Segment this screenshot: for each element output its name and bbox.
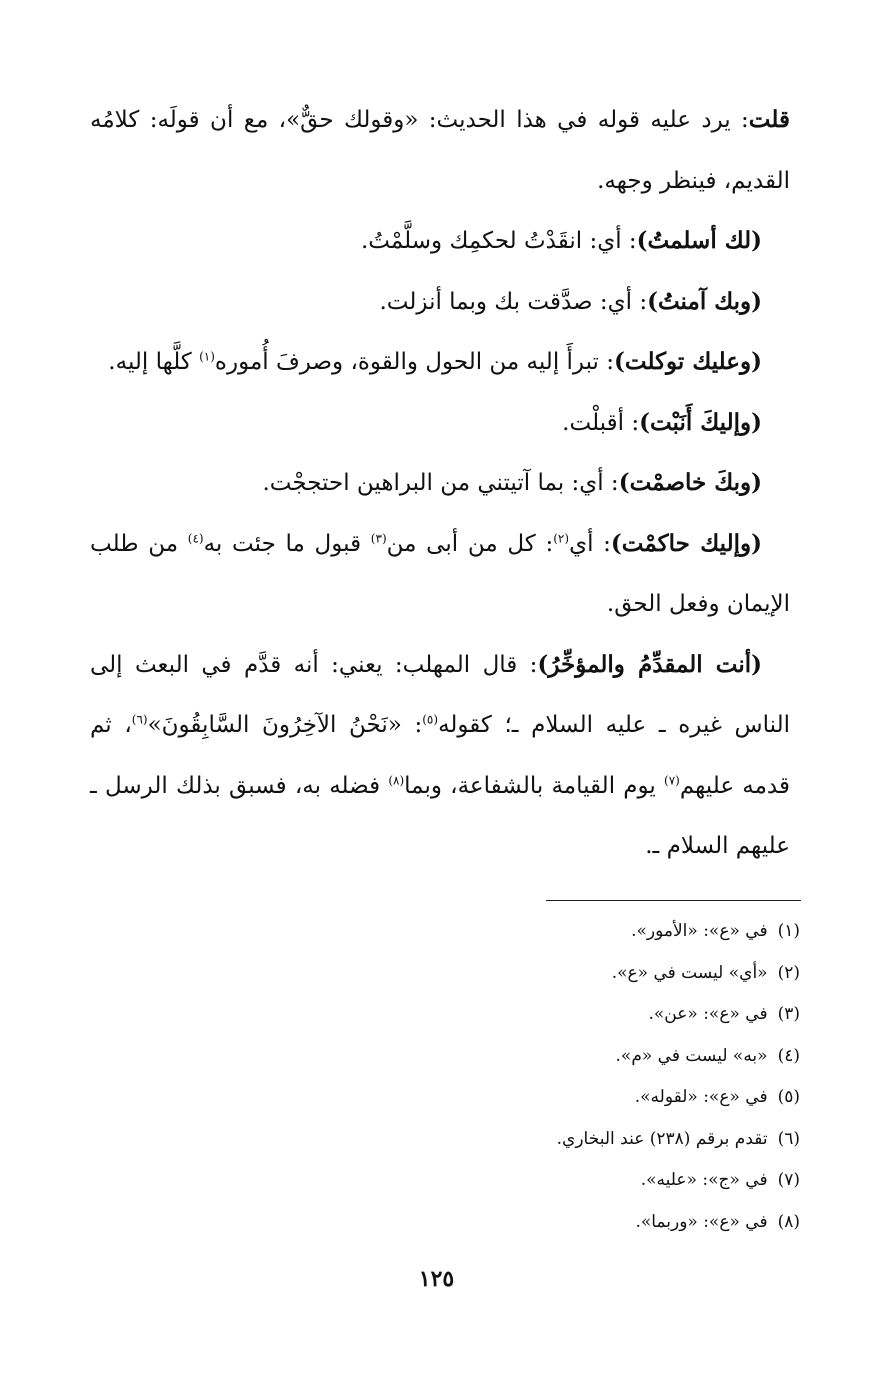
paragraph-3	[90, 272, 790, 333]
footnote-marker-6[interactable]: (٦)	[131, 712, 148, 727]
footnote-item	[300, 953, 800, 995]
footnote-marker-1[interactable]: (١)	[199, 349, 215, 364]
footnote-marker-7[interactable]: (٧)	[664, 772, 680, 787]
paragraph-2	[90, 211, 790, 272]
paragraph-7	[90, 514, 790, 635]
footnote-number: (٥)	[777, 1087, 800, 1107]
footnote-item	[300, 911, 800, 953]
footnote-divider	[546, 900, 801, 901]
paragraph-lead: قلت	[748, 106, 790, 133]
hadith-phrase: (وإليكَ أَنَبْت)	[639, 408, 762, 436]
footnote-number: (١)	[777, 921, 800, 941]
footnote-item	[300, 1160, 800, 1202]
footnote-number: (٤)	[777, 1045, 800, 1066]
footnote-text: «أي» ليست في «ع».	[611, 962, 768, 983]
paragraph-text: : يرد عليه قوله في هذا الحديث: «وقولك حقٌّ»، مع أن قولَه: كلامُه القديم، فينظر وجهه.	[90, 107, 790, 194]
footnote-text: في «ع»: «وربما».	[635, 1211, 768, 1232]
paragraph-4	[90, 332, 790, 393]
paragraph-text: : أقبلْت.	[562, 409, 640, 436]
paragraph-text: قبول ما جئت به	[203, 530, 371, 557]
paragraph-text: ، ثم قدمه عليهم	[90, 712, 790, 799]
paragraph-8	[90, 635, 790, 877]
footnote-marker-3[interactable]: (٣)	[370, 530, 387, 545]
footnote-marker-4[interactable]: (٤)	[187, 530, 204, 545]
footnote-marker-8[interactable]: (٨)	[388, 772, 405, 787]
paragraph-5	[90, 393, 790, 454]
paragraph-text: : أي: انقَدْتُ لحكمِك وسلَّمْتُ.	[360, 228, 637, 254]
paragraph-1	[90, 90, 790, 211]
footnotes-list	[300, 911, 800, 1243]
paragraph-text: : تبرأَ إليه من الحول والقوة، وصرفَ أُموره	[214, 349, 615, 375]
hadith-phrase: (وبك آمنتُ)	[647, 287, 762, 315]
paragraph-text: كلَّها إليه.	[108, 349, 200, 375]
paragraph-text: : أي	[569, 530, 611, 557]
footnote-number: (٦)	[777, 1128, 800, 1149]
paragraph-text: : كل من أبى من	[386, 530, 554, 557]
main-text	[90, 90, 790, 877]
hadith-phrase: (وبكَ خاصمْت)	[618, 469, 762, 496]
paragraph-text: : أي: صدَّقت بك وبما أنزلت.	[379, 288, 648, 315]
paragraph-text: : أي: بما آتيتني من البراهين احتججْت.	[262, 470, 619, 496]
footnote-marker-5[interactable]: (٥)	[422, 712, 439, 727]
hadith-phrase: (وإليك حاكمْت)	[610, 529, 762, 557]
footnote-number: (٢)	[777, 962, 800, 983]
paragraph-text: يوم القيامة بالشفاعة، وبما	[404, 772, 665, 799]
footnote-text: في «ع»: «عن».	[648, 1004, 768, 1024]
footnote-number: (٣)	[777, 1004, 800, 1024]
paragraph-6	[90, 453, 790, 514]
page-number: ١٢٥	[418, 1266, 455, 1292]
footnote-text: في «ج»: «عليه».	[640, 1170, 768, 1190]
footnote-marker-2[interactable]: (٢)	[553, 530, 570, 545]
footnote-item	[300, 1036, 800, 1078]
footnote-text: تقدم برقم (٢٣٨) عند البخاري.	[556, 1128, 768, 1149]
hadith-phrase: (وعليك توكلت)	[614, 348, 762, 375]
paragraph-text: من طلب الإيمان وفعل الحق.	[90, 530, 790, 617]
footnote-text: «به» ليست في «م».	[615, 1045, 768, 1066]
footnote-text: في «ع»: «الأمور».	[631, 921, 768, 941]
footnote-item	[300, 1119, 800, 1161]
hadith-phrase: (لك أسلمتُ)	[636, 227, 762, 254]
footnote-item	[300, 1077, 800, 1119]
footnote-item	[300, 1202, 800, 1244]
paragraph-text: فضله به، فسبق بذلك الرسل ـ عليهم السلام ـ.	[90, 772, 790, 859]
footnote-number: (٨)	[777, 1211, 800, 1232]
paragraph-text: : «نَحْنُ الآخِرُونَ السَّابِقُونَ»	[147, 712, 423, 738]
footnote-text: في «ع»: «لقوله».	[634, 1087, 768, 1107]
hadith-phrase: (أنت المقدِّمُ والمؤخِّرُ)	[537, 650, 763, 678]
paragraph-text: : قال المهلب: يعني: أنه قدَّم في البعث إلى الناس غيره ـ عليه السلام ـ؛ كقوله	[90, 651, 790, 738]
footnote-number: (٧)	[777, 1170, 800, 1190]
footnote-item	[300, 994, 800, 1036]
